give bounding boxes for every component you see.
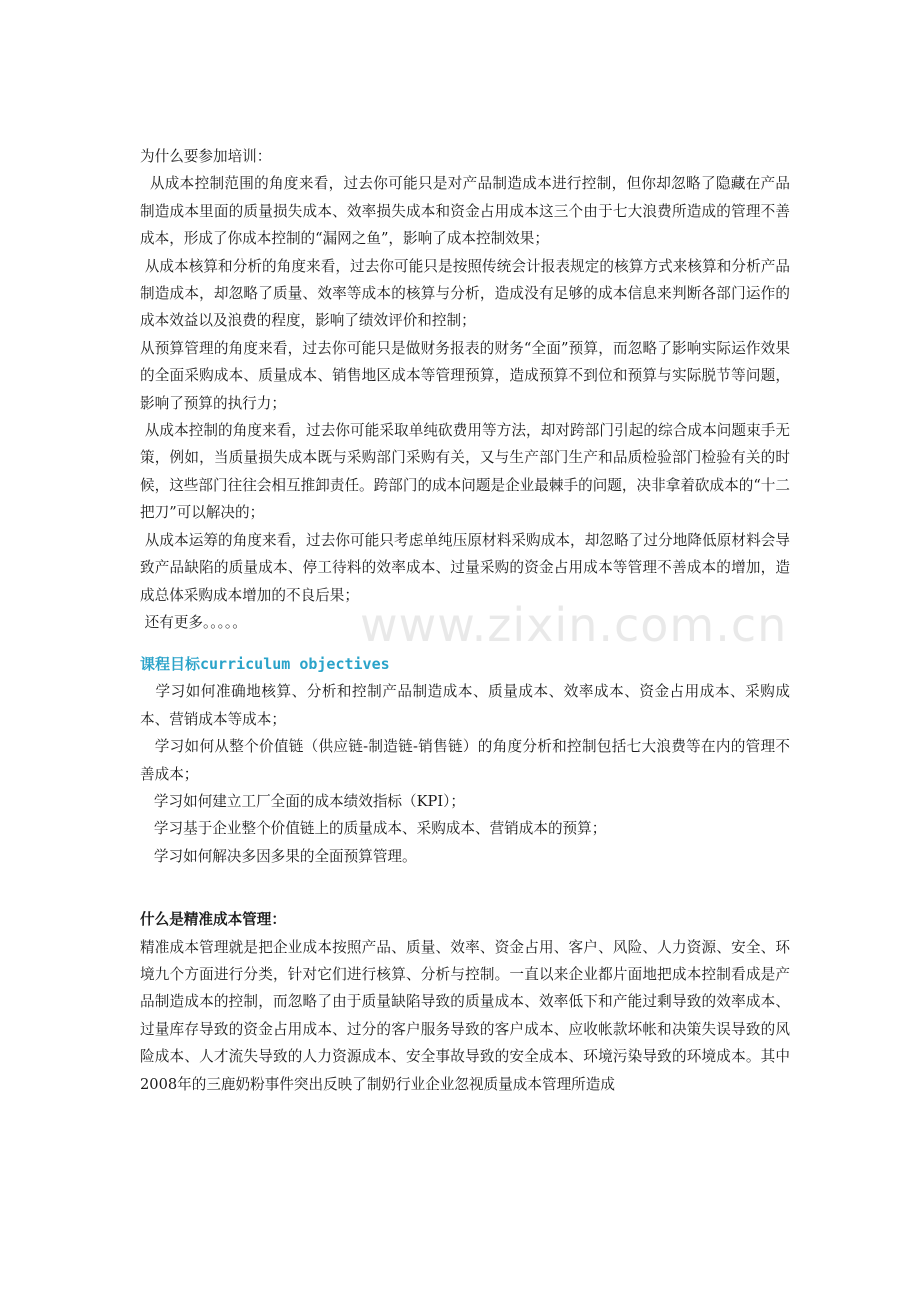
watermark-text: www.zixin.com.cn bbox=[360, 598, 788, 652]
objective-item: 学习如何解决多因多果的全面预算管理。 bbox=[140, 847, 417, 865]
why-paragraph: 从预算管理的角度来看，过去你可能只是做财务报表的财务“全面”预算，而忽略了影响实际运作效果的全面采购成本、质量成本、销售地区成本等管理预算，造成预算不到位和预算与实际脱节等问题，影响了预算的执行力； bbox=[140, 339, 790, 412]
why-paragraph: 从成本控制范围的角度来看，过去你可能只是对产品制造成本进行控制，但你却忽略了隐藏在产品制造成本里面的质量损失成本、效率损失成本和资金占用成本这三个由于七大浪费所造成的管理不善成本，形成了你成本控制的“漏网之鱼”，影响了成本控制效果； bbox=[140, 175, 790, 248]
why-paragraph: 从成本运筹的角度来看，过去你可能只考虑单纯压原材料采购成本，却忽略了过分地降低原材料会导致产品缺陷的质量成本、停工待料的效率成本、过量采购的资金占用成本等管理不善成本的增加，造成总体采购成本增加的不良后果； bbox=[140, 531, 790, 604]
why-paragraph: 从成本核算和分析的角度来看，过去你可能只是按照传统会计报表规定的核算方式来核算和分析产品制造成本，却忽略了质量、效率等成本的核算与分析，造成没有足够的成本信息来判断各部门运作的成本效益以及浪费的程度，影响了绩效评价和控制； bbox=[140, 257, 790, 330]
why-paragraph-more: 还有更多。。。。。 bbox=[140, 613, 247, 631]
lean-cost-heading: 什么是精准成本管理： bbox=[140, 911, 286, 929]
objective-item: 学习基于企业整个价值链上的质量成本、采购成本、营销成本的预算； bbox=[140, 820, 607, 838]
why-paragraph: 从成本控制的角度来看，过去你可能采取单纯砍费用等方法，却对跨部门引起的综合成本问题束手无策，例如，当质量损失成本既与采购部门采购有关，又与生产部门生产和品质检验部门检验有关的时候，这些部门往往会相互推卸责任。跨部门的成本问题是企业最棘手的问题，决非拿着砍成本的“十二把刀”可以解决的； bbox=[140, 422, 790, 522]
objectives-heading: 课程目标curriculum objectives bbox=[140, 655, 390, 674]
lean-cost-paragraph: 精准成本管理就是把企业成本按照产品、质量、效率、资金占用、客户、风险、人力资源、安全、环境九个方面进行分类，针对它们进行核算、分析与控制。一直以来企业都片面地把成本控制看成是产品制造成本的控制，而忽略了由于质量缺陷导致的质量成本、效率低下和产能过剩导致的效率成本、过量库存导致的资金占用成本、过分的客户服务导致的客户成本、应收帐款坏帐和决策失误导致的风险成本、人才流失导致的人力资源成本、安全事故导致的安全成本、环境污染导致的环境成本。其中2008年的三鹿奶粉事件突出反映了制奶行业企业忽视质量成本管理所造成 bbox=[140, 938, 790, 1093]
objective-item: 学习如何从整个价值链（供应链-制造链-销售链）的角度分析和控制包括七大浪费等在内的管理不善成本； bbox=[140, 738, 791, 783]
objective-item: 学习如何准确地核算、分析和控制产品制造成本、质量成本、效率成本、资金占用成本、采购成本、营销成本等成本； bbox=[140, 683, 790, 728]
document-body bbox=[140, 143, 790, 1098]
objective-item: 学习如何建立工厂全面的成本绩效指标（KPI）； bbox=[140, 792, 465, 810]
why-heading: 为什么要参加培训： bbox=[140, 148, 272, 165]
